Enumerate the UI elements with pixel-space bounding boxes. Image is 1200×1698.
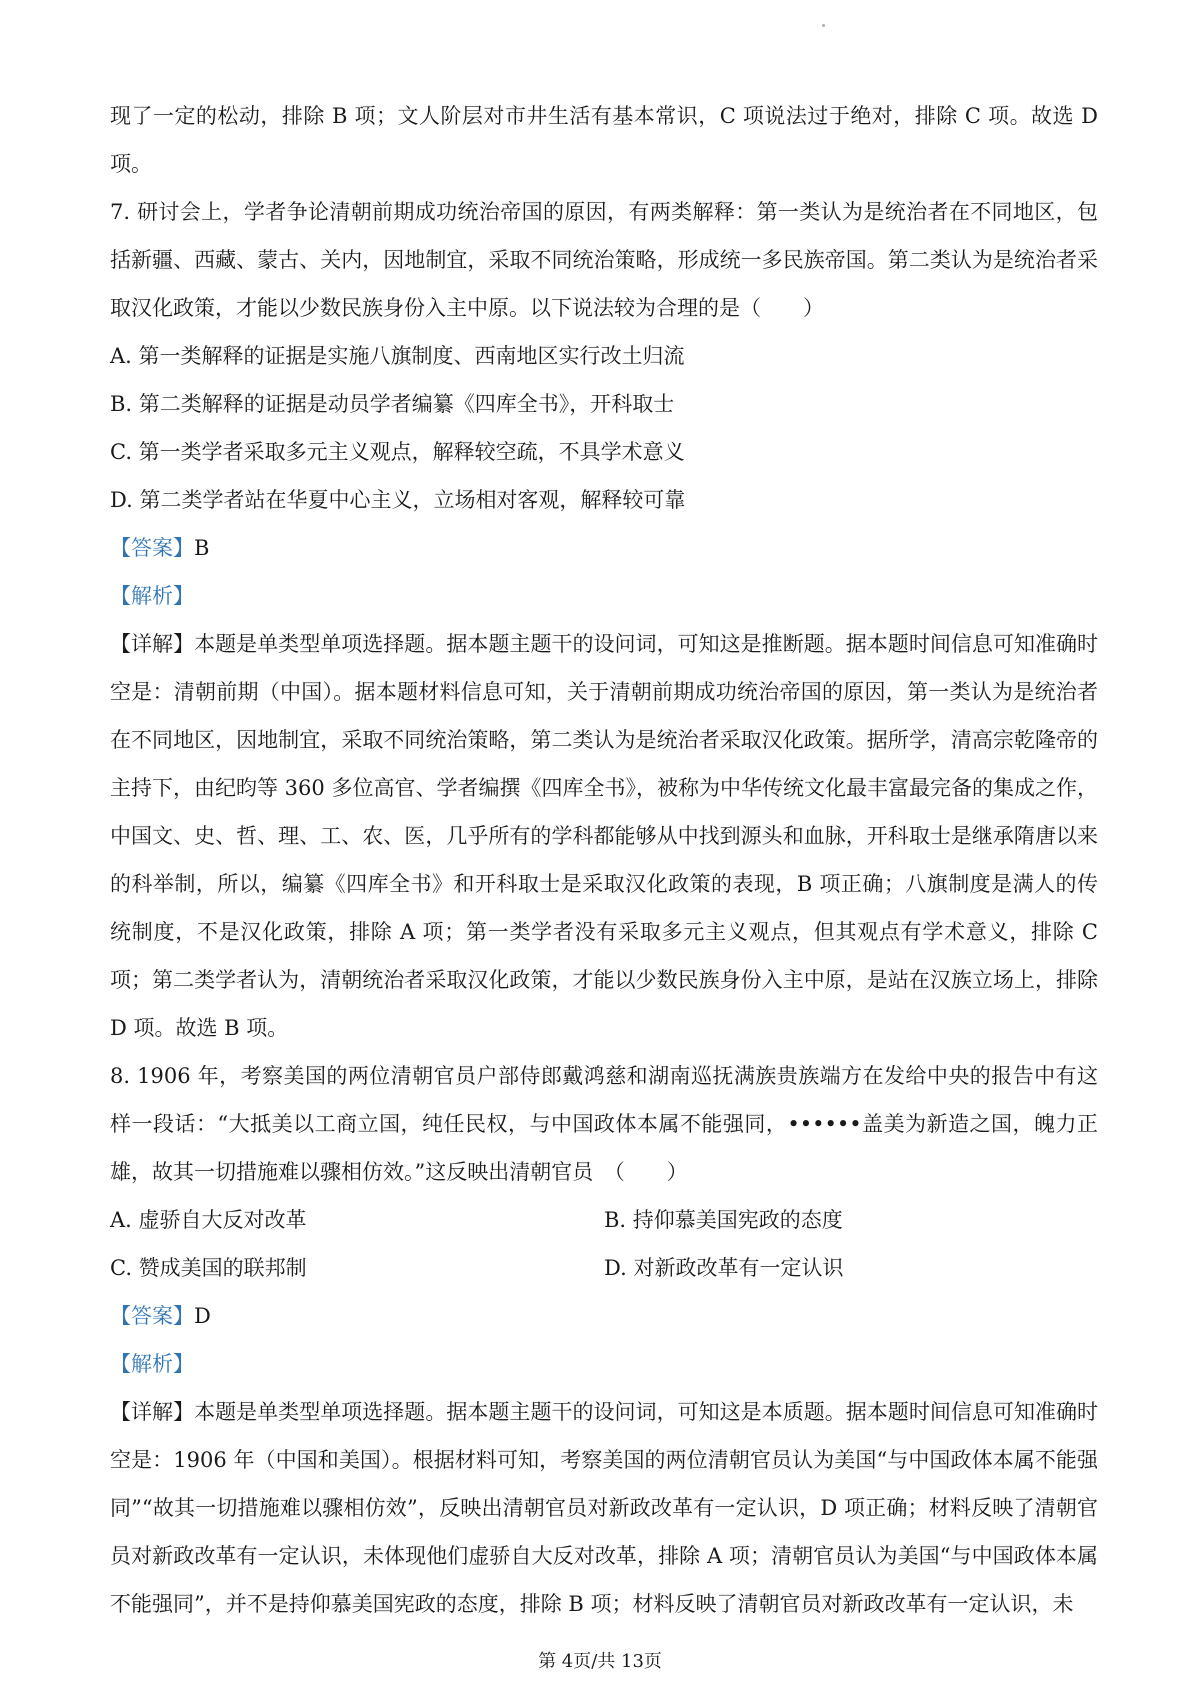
question-8-stem: 8. 1906 年，考察美国的两位清朝官员户部侍郎戴鸿慈和湖南巡抚满族贵族端方在发给中央的报告中有这样一段话：“大抵美以工商立国，纯任民权，与中国政体本属不能强同，••••••盖美为新造之国，魄力正雄，故其一切措施难以骤相仿效。”这反映出清朝官员 （ ） (110, 1064, 1098, 1184)
question-7-option-a: A. 第一类解释的证据是实施八旗制度、西南地区实行改土归流 (110, 344, 685, 368)
question-7-option-d: D. 第二类学者站在华夏中心主义，立场相对客观，解释较可靠 (110, 488, 686, 512)
question-7 (110, 188, 1098, 1052)
detail-text: 本题是单类型单项选择题。据本题主题干的设问词，可知这是推断题。据本题时间信息可知准确时空是：清朝前期（中国）。据本题材料信息可知，关于清朝前期成功统治帝国的原因，第一类认为是统治者在不同地区，因地制宜，采取不同统治策略，第二类认为是统治者采取汉化政策。据所学，清高宗乾隆帝的主持下，由纪昀等 360 多位高官、学者编撰《四库全书》，被称为中华传统文化最丰富最完备的集成之作，中国文、史、哲、理、工、农、医，几乎所有的学科都能够从中找到源头和血脉，开科取士是继承隋唐以来的科举制，所以，编纂《四库全书》和开科取士是采取汉化政策的表现，B 项正确；八旗制度是满人的传统制度，不是汉化政策，排除 A 项；第一类学者没有采取多元主义观点，但其观点有学术意义，排除 C 项；第二类学者认为，清朝统治者采取汉化政策，才能以少数民族身份入主中原，是站在汉族立场上，排除 D 项。故选 B 项。 (110, 632, 1099, 1040)
question-8-option-c: C. 赞成美国的联邦制 (110, 1256, 307, 1280)
scan-mark (822, 24, 825, 27)
question-8-detail (110, 1388, 1098, 1628)
question-8 (110, 1052, 1098, 1628)
page-number-footer: 第 4页/共 13页 (538, 1651, 662, 1672)
answer-tag: 【答案】 (110, 1304, 194, 1328)
answer-value: B (194, 536, 210, 560)
question-7-answer (110, 524, 1098, 572)
question-8-option-d: D. 对新政改革有一定认识 (604, 1256, 844, 1280)
question-7-detail (110, 620, 1098, 1052)
detail-tag: 【详解】 (110, 632, 195, 656)
page-content (110, 92, 1098, 1628)
answer-tag: 【答案】 (110, 536, 194, 560)
question-8-options-row-1 (110, 1196, 1098, 1244)
question-8-analysis-heading (110, 1340, 1098, 1388)
question-7-analysis-heading (110, 572, 1098, 620)
answer-value: D (194, 1304, 211, 1328)
question-7-stem: 7. 研讨会上，学者争论清朝前期成功统治帝国的原因，有两类解释：第一类认为是统治者在不同地区，包括新疆、西藏、蒙古、关内，因地制宜，采取不同统治策略，形成统一多民族帝国。第二类认为是统治者采取汉化政策，才能以少数民族身份入主中原。以下说法较为合理的是（ ） (110, 200, 1098, 320)
detail-tag: 【详解】 (110, 1400, 195, 1424)
previous-question-continuation: 现了一定的松动，排除 B 项；文人阶层对市井生活有基本常识，C 项说法过于绝对，排除 C 项。故选 D 项。 (110, 104, 1098, 176)
analysis-tag: 【解析】 (110, 1352, 194, 1376)
question-7-option-b: B. 第二类解释的证据是动员学者编纂《四库全书》，开科取士 (110, 392, 675, 416)
detail-text: 本题是单类型单项选择题。据本题主题干的设问词，可知这是本质题。据本题时间信息可知准确时空是：1906 年（中国和美国）。根据材料可知，考察美国的两位清朝官员认为美国“与中国政体本属不能强同”“故其一切措施难以骤相仿效”，反映出清朝官员对新政改革有一定认识，D 项正确；材料反映了清朝官员对新政改革有一定认识，未体现他们虚骄自大反对改革，排除 A 项；清朝官员认为美国“与中国政体本属不能强同”，并不是持仰慕美国宪政的态度，排除 B 项；材料反映了清朝官员对新政改革有一定认识，未 (110, 1400, 1099, 1616)
analysis-tag: 【解析】 (110, 584, 194, 608)
question-8-option-b: B. 持仰慕美国宪政的态度 (604, 1208, 843, 1232)
question-7-option-c: C. 第一类学者采取多元主义观点，解释较空疏，不具学术意义 (110, 440, 685, 464)
question-8-options-row-2 (110, 1244, 1098, 1292)
question-8-option-a: A. 虚骄自大反对改革 (110, 1208, 307, 1232)
question-8-answer (110, 1292, 1098, 1340)
